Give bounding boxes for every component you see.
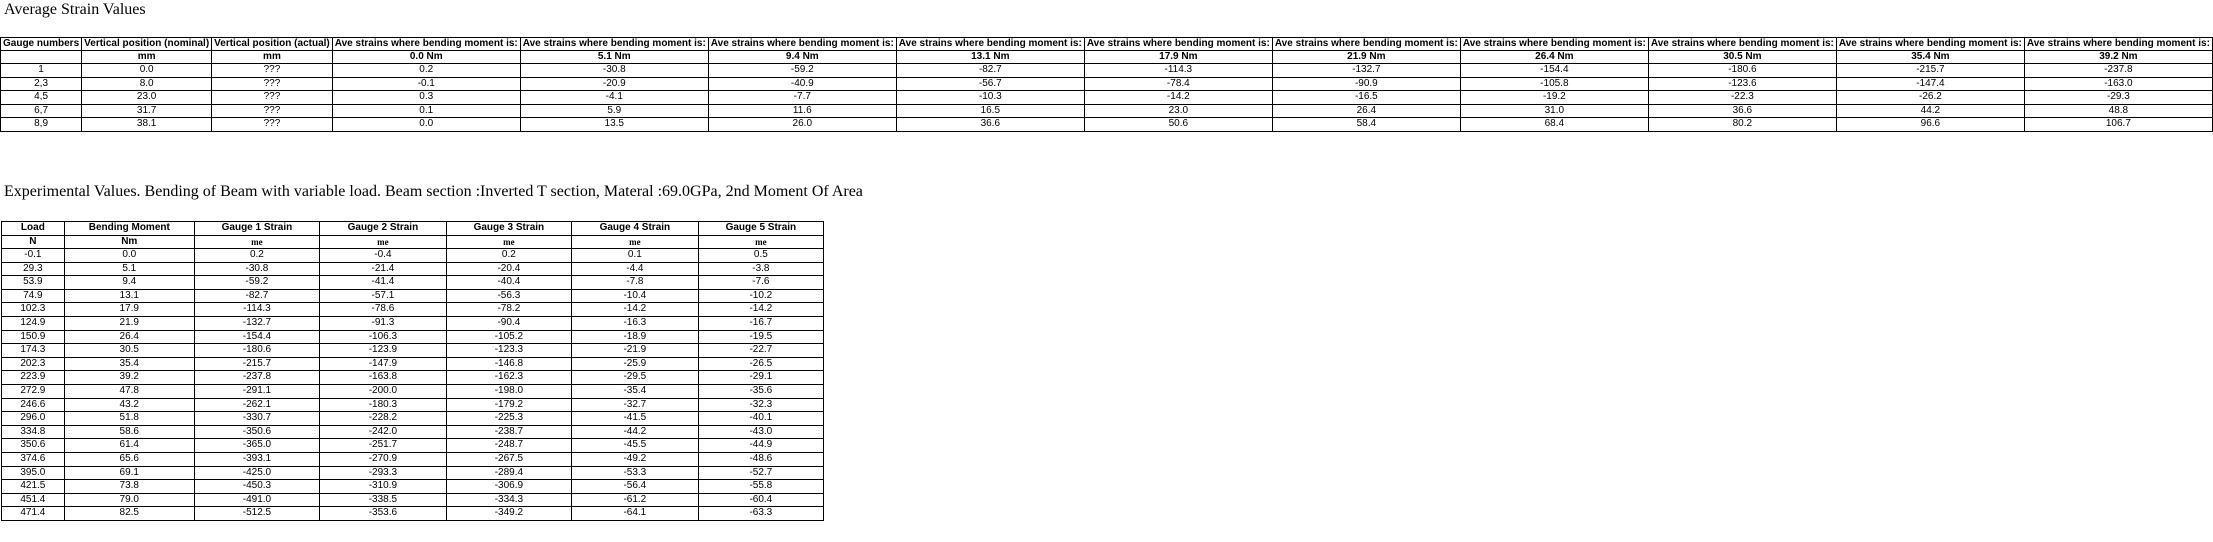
table-cell: -291.1 [194,385,319,399]
table-cell: -179.2 [446,398,571,412]
unit-cell: 13.1 Nm [896,50,1084,64]
table-cell: 73.8 [64,480,194,494]
unit-cell: 17.9 Nm [1084,50,1272,64]
table-row [2,466,824,480]
table-row [2,412,824,426]
table-cell: -44.9 [698,439,823,453]
table-cell: -44.2 [571,425,698,439]
table-row [1,104,2213,118]
table-cell: -200.0 [320,385,447,399]
table-cell: 26.4 [64,330,194,344]
table-cell: -63.3 [698,507,823,521]
table-cell: -162.3 [446,371,571,385]
column-header: Ave strains where bending moment is: [896,38,1084,51]
table-row [2,425,824,439]
table-cell: 44.2 [1836,104,2024,118]
table-cell: -40.1 [698,412,823,426]
table-cell: -123.6 [1648,77,1836,91]
table-row [2,330,824,344]
table-cell: -7.8 [571,276,698,290]
table-cell: -105.8 [1460,77,1648,91]
table-cell: -90.9 [1272,77,1460,91]
unit-cell: 39.2 Nm [2024,50,2212,64]
table-cell: -512.5 [194,507,319,521]
table-cell: 8.0 [82,77,212,91]
table-cell: -270.9 [320,453,447,467]
table-cell: -29.5 [571,371,698,385]
unit-cell: me [194,235,319,249]
table-cell: -114.3 [194,303,319,317]
table-row [2,371,824,385]
table-cell: -26.5 [698,357,823,371]
table-cell: 0.0 [64,249,194,263]
column-header: Gauge numbers [1,38,82,51]
table-cell: ??? [212,77,333,91]
table-cell: -4.4 [571,262,698,276]
table-cell: -49.2 [571,453,698,467]
experimental-values-table [1,221,824,521]
table-cell: 0.1 [332,104,520,118]
table-cell: 17.9 [64,303,194,317]
table-cell: 61.4 [64,439,194,453]
unit-cell: N [2,235,65,249]
table-cell: -105.2 [446,330,571,344]
table-cell: 421.5 [2,480,65,494]
table-cell: -114.3 [1084,64,1272,78]
table-cell: -4.1 [520,91,708,105]
table-cell: -14.2 [698,303,823,317]
column-header: Ave strains where bending moment is: [1648,38,1836,51]
table-cell: -262.1 [194,398,319,412]
table-cell: 150.9 [2,330,65,344]
table-cell: -491.0 [194,493,319,507]
table-cell: -198.0 [446,385,571,399]
table-cell: 395.0 [2,466,65,480]
table-cell: -53.3 [571,466,698,480]
table-row [1,77,2213,91]
table-cell: -180.6 [194,344,319,358]
table-cell: 5.1 [64,262,194,276]
table-cell: 96.6 [1836,118,2024,132]
table-cell: -91.3 [320,317,447,331]
table-cell: 8,9 [1,118,82,132]
table-cell: 58.4 [1272,118,1460,132]
table-cell: -180.3 [320,398,447,412]
table-cell: 0.0 [332,118,520,132]
table-cell: -18.9 [571,330,698,344]
table-cell: 39.2 [64,371,194,385]
table-cell: -163.0 [2024,77,2212,91]
table-cell: -330.7 [194,412,319,426]
table-cell: -55.8 [698,480,823,494]
table-cell: 16.5 [896,104,1084,118]
table-cell: 451.4 [2,493,65,507]
column-header: Vertical position (actual) [212,38,333,51]
table-cell: -450.3 [194,480,319,494]
table-cell: -147.9 [320,357,447,371]
table-row [2,439,824,453]
column-header: Ave strains where bending moment is: [332,38,520,51]
table-row [1,91,2213,105]
table-cell: 74.9 [2,289,65,303]
table-cell: -132.7 [194,317,319,331]
table-cell: 29.3 [2,262,65,276]
table-cell: -26.2 [1836,91,2024,105]
table-row [2,385,824,399]
table-cell: 31.0 [1460,104,1648,118]
column-header: Ave strains where bending moment is: [1836,38,2024,51]
table-cell: 80.2 [1648,118,1836,132]
table-cell: -41.4 [320,276,447,290]
table-cell: 30.5 [64,344,194,358]
table-cell: 11.6 [708,104,896,118]
table-row [1,64,2213,78]
table-cell: -225.3 [446,412,571,426]
table-cell: 350.6 [2,439,65,453]
table-cell: -21.4 [320,262,447,276]
column-header: Bending Moment [64,222,194,236]
table-row [2,344,824,358]
table-row [2,453,824,467]
table-row [2,303,824,317]
unit-cell: 35.4 Nm [1836,50,2024,64]
table-cell: 51.8 [64,412,194,426]
table-cell: 69.1 [64,466,194,480]
table-cell: -22.3 [1648,91,1836,105]
table-cell: -90.4 [446,317,571,331]
column-header: Ave strains where bending moment is: [2024,38,2212,51]
column-header: Load [2,222,65,236]
table-cell: 272.9 [2,385,65,399]
table-cell: -48.6 [698,453,823,467]
table-cell: -35.4 [571,385,698,399]
table-cell: -306.9 [446,480,571,494]
unit-cell: me [571,235,698,249]
table-cell: 53.9 [2,276,65,290]
table-row [2,289,824,303]
table-row [2,249,824,263]
unit-cell: 9.4 Nm [708,50,896,64]
table-cell: -7.6 [698,276,823,290]
table-cell: 246.6 [2,398,65,412]
unit-cell: 0.0 Nm [332,50,520,64]
table-cell: -32.3 [698,398,823,412]
table-cell: 296.0 [2,412,65,426]
table-cell: 38.1 [82,118,212,132]
table-units-row [2,235,824,249]
table-cell: -349.2 [446,507,571,521]
unit-cell: Nm [64,235,194,249]
table-units-row [1,50,2213,64]
table-cell: 36.6 [896,118,1084,132]
table-cell: -310.9 [320,480,447,494]
table-cell: -237.8 [194,371,319,385]
table-cell: -20.4 [446,262,571,276]
average-strain-title: Average Strain Values [4,1,146,18]
table-row [2,398,824,412]
table-cell: ??? [212,64,333,78]
table-cell: -365.0 [194,439,319,453]
table-header-row [2,222,824,236]
table-cell: 43.2 [64,398,194,412]
table-row [2,357,824,371]
table-cell: 31.7 [82,104,212,118]
table-cell: -106.3 [320,330,447,344]
table-row [2,480,824,494]
table-cell: -16.7 [698,317,823,331]
table-header-row [1,38,2213,51]
table-cell: -21.9 [571,344,698,358]
table-cell: 48.8 [2024,104,2212,118]
table-cell: 1 [1,64,82,78]
table-cell: ??? [212,118,333,132]
column-header: Vertical position (nominal) [82,38,212,51]
table-cell: -45.5 [571,439,698,453]
table-cell: 124.9 [2,317,65,331]
table-cell: 2,3 [1,77,82,91]
column-header: Gauge 5 Strain [698,222,823,236]
experimental-values-title: Experimental Values. Bending of Beam with variable load. Beam section :Inverted T section, Materal :69.0GPa, 2nd Moment Of Area [4,183,863,200]
table-cell: -41.5 [571,412,698,426]
table-cell: -52.7 [698,466,823,480]
table-cell: -163.8 [320,371,447,385]
table-cell: -60.4 [698,493,823,507]
table-cell: -146.8 [446,357,571,371]
table-cell: 0.2 [446,249,571,263]
table-cell: -56.4 [571,480,698,494]
table-cell: 36.6 [1648,104,1836,118]
table-cell: 334.8 [2,425,65,439]
table-cell: 35.4 [64,357,194,371]
table-cell: -0.4 [320,249,447,263]
table-cell: -59.2 [708,64,896,78]
table-cell: -82.7 [194,289,319,303]
table-cell: 26.0 [708,118,896,132]
table-cell: -56.7 [896,77,1084,91]
table-cell: 58.6 [64,425,194,439]
table-cell: -57.1 [320,289,447,303]
unit-cell: mm [212,50,333,64]
table-cell: -147.4 [1836,77,2024,91]
table-cell: -242.0 [320,425,447,439]
column-header: Ave strains where bending moment is: [1084,38,1272,51]
table-cell: 13.5 [520,118,708,132]
table-cell: 0.2 [194,249,319,263]
table-cell: 223.9 [2,371,65,385]
table-cell: -350.6 [194,425,319,439]
table-cell: -56.3 [446,289,571,303]
table-cell: 23.0 [82,91,212,105]
table-cell: 6,7 [1,104,82,118]
table-row [2,493,824,507]
table-cell: -251.7 [320,439,447,453]
column-header: Ave strains where bending moment is: [1460,38,1648,51]
table-cell: 26.4 [1272,104,1460,118]
table-cell: -14.2 [571,303,698,317]
table-cell: -78.4 [1084,77,1272,91]
table-cell: ??? [212,104,333,118]
table-cell: 202.3 [2,357,65,371]
table-cell: -238.7 [446,425,571,439]
column-header: Ave strains where bending moment is: [1272,38,1460,51]
table-cell: -16.5 [1272,91,1460,105]
unit-cell: mm [82,50,212,64]
table-cell: ??? [212,91,333,105]
table-cell: -20.9 [520,77,708,91]
column-header: Ave strains where bending moment is: [708,38,896,51]
column-header: Gauge 4 Strain [571,222,698,236]
table-cell: 13.1 [64,289,194,303]
table-cell: -32.7 [571,398,698,412]
table-cell: -334.3 [446,493,571,507]
table-cell: -82.7 [896,64,1084,78]
table-row [2,507,824,521]
table-cell: -40.9 [708,77,896,91]
table-cell: -7.7 [708,91,896,105]
table-cell: 50.6 [1084,118,1272,132]
table-cell: -123.3 [446,344,571,358]
table-row [1,118,2213,132]
table-cell: -19.5 [698,330,823,344]
table-cell: -3.8 [698,262,823,276]
table-cell: -425.0 [194,466,319,480]
table-cell: -64.1 [571,507,698,521]
table-cell: -78.6 [320,303,447,317]
table-cell: 106.7 [2024,118,2212,132]
table-cell: -22.7 [698,344,823,358]
table-cell: -180.6 [1648,64,1836,78]
unit-cell [1,50,82,64]
table-cell: -43.0 [698,425,823,439]
unit-cell: me [698,235,823,249]
table-cell: 23.0 [1084,104,1272,118]
table-row [2,276,824,290]
table-cell: -123.9 [320,344,447,358]
table-cell: 0.2 [332,64,520,78]
column-header: Gauge 3 Strain [446,222,571,236]
table-cell: 68.4 [1460,118,1648,132]
table-cell: 9.4 [64,276,194,290]
table-cell: -10.4 [571,289,698,303]
table-cell: 0.3 [332,91,520,105]
table-cell: -393.1 [194,453,319,467]
table-cell: 0.0 [82,64,212,78]
table-cell: -154.4 [194,330,319,344]
table-cell: -215.7 [1836,64,2024,78]
table-cell: -293.3 [320,466,447,480]
table-cell: -25.9 [571,357,698,371]
table-cell: -237.8 [2024,64,2212,78]
table-cell: 82.5 [64,507,194,521]
table-cell: 374.6 [2,453,65,467]
unit-cell: me [446,235,571,249]
table-cell: 102.3 [2,303,65,317]
table-cell: -59.2 [194,276,319,290]
table-cell: -19.2 [1460,91,1648,105]
table-cell: -10.3 [896,91,1084,105]
table-cell: -289.4 [446,466,571,480]
table-cell: -10.2 [698,289,823,303]
unit-cell: 26.4 Nm [1460,50,1648,64]
table-cell: -338.5 [320,493,447,507]
table-cell: -0.1 [332,77,520,91]
table-cell: -0.1 [2,249,65,263]
table-cell: -267.5 [446,453,571,467]
table-cell: -353.6 [320,507,447,521]
table-cell: 65.6 [64,453,194,467]
table-cell: 47.8 [64,385,194,399]
column-header: Ave strains where bending moment is: [520,38,708,51]
table-cell: -132.7 [1272,64,1460,78]
table-cell: -215.7 [194,357,319,371]
table-cell: -16.3 [571,317,698,331]
table-cell: -228.2 [320,412,447,426]
table-cell: -40.4 [446,276,571,290]
table-cell: 79.0 [64,493,194,507]
table-row [2,317,824,331]
table-cell: 0.1 [571,249,698,263]
unit-cell: 30.5 Nm [1648,50,1836,64]
table-cell: -61.2 [571,493,698,507]
table-cell: -29.1 [698,371,823,385]
table-cell: -35.6 [698,385,823,399]
table-cell: -29.3 [2024,91,2212,105]
column-header: Gauge 1 Strain [194,222,319,236]
table-cell: 5.9 [520,104,708,118]
table-row [2,262,824,276]
average-strain-table [0,37,2213,132]
unit-cell: me [320,235,447,249]
table-cell: -30.8 [520,64,708,78]
table-cell: -78.2 [446,303,571,317]
table-cell: -30.8 [194,262,319,276]
table-cell: 4,5 [1,91,82,105]
unit-cell: 21.9 Nm [1272,50,1460,64]
unit-cell: 5.1 Nm [520,50,708,64]
table-cell: 174.3 [2,344,65,358]
column-header: Gauge 2 Strain [320,222,447,236]
table-cell: 0.5 [698,249,823,263]
table-cell: -248.7 [446,439,571,453]
table-cell: 471.4 [2,507,65,521]
table-cell: -154.4 [1460,64,1648,78]
table-cell: -14.2 [1084,91,1272,105]
table-cell: 21.9 [64,317,194,331]
